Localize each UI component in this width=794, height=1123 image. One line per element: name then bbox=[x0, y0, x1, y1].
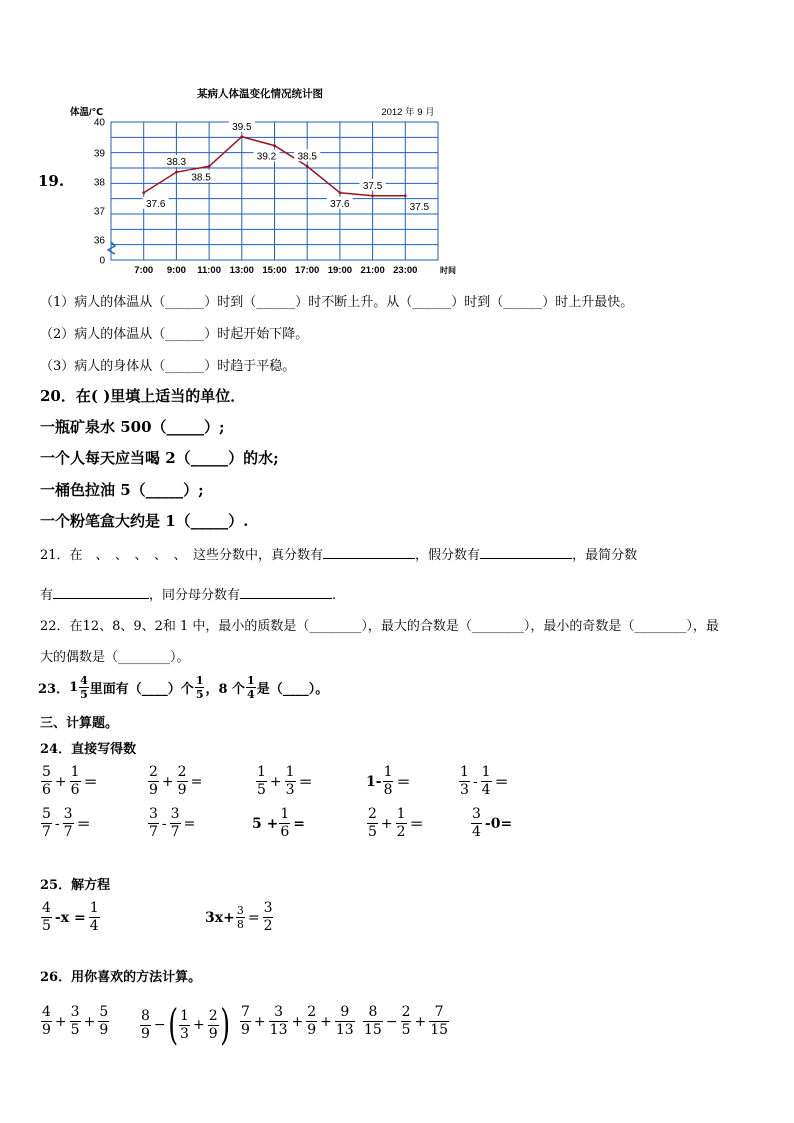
q21-blank-same-denominator[interactable] bbox=[240, 598, 332, 599]
q24-r1-e1: $\frac{5}{6}$ + $\frac{1}{6}$ ＝ bbox=[42, 764, 98, 798]
q25-equation-1: $\frac{4}{5}$ -x = $\frac{1}{4}$ bbox=[42, 900, 99, 934]
x-tick-label: 7:00 bbox=[134, 265, 154, 276]
q24-title: 24．直接写得数 bbox=[40, 742, 137, 757]
temperature-point bbox=[371, 194, 374, 197]
y-tick-label: 40 bbox=[93, 117, 105, 129]
data-label: 37.6 bbox=[145, 198, 166, 210]
q23-fraction-1: $\frac{1}{5}$ bbox=[195, 674, 204, 701]
q21-text-a: 21．在 、 、 、 、 、 这些分数中，真分数有 bbox=[40, 548, 324, 563]
x-tick-label: 23:00 bbox=[393, 265, 418, 276]
q21-text-b: ，假分数有 bbox=[415, 548, 481, 563]
data-label: 37.6 bbox=[330, 198, 350, 210]
q24-r1-e4: 1- $\frac{1}{8}$ ＝ bbox=[366, 764, 411, 798]
temperature-chart bbox=[60, 82, 460, 280]
q20-line-4: 一个粉笔盒大约是 1（_____）. bbox=[40, 512, 249, 530]
y-tick-label: 0 bbox=[99, 255, 105, 267]
q20-line-3: 一桶色拉油 5（_____）; bbox=[40, 481, 204, 499]
chart-y-label: 体温/℃ bbox=[70, 107, 104, 118]
q26-expr-4: $\frac{8}{15}$ − $\frac{2}{5}$ + $\frac{7}{15}$ bbox=[364, 1004, 449, 1038]
temperature-point bbox=[208, 165, 211, 168]
y-tick-label: 38 bbox=[93, 177, 105, 189]
q24-r2-e2: $\frac{3}{7}$ - $\frac{3}{7}$ = bbox=[149, 806, 196, 840]
q21-text-f: . bbox=[332, 588, 337, 603]
data-label: 38.3 bbox=[166, 157, 187, 169]
q21-line-1 bbox=[40, 544, 637, 563]
temperature-point bbox=[142, 191, 145, 194]
x-tick-label: 13:00 bbox=[229, 265, 254, 276]
data-label: 38.5 bbox=[191, 172, 211, 184]
q23-text-3: 是（____）。 bbox=[256, 682, 329, 697]
q24-r1-e2: $\frac{2}{9}$ + $\frac{2}{9}$ = bbox=[149, 764, 203, 798]
q19-number: 19. bbox=[38, 172, 65, 190]
chart-subtitle: 2012 年 9 月 bbox=[381, 107, 435, 118]
q23-fraction-2: $\frac{1}{4}$ bbox=[247, 674, 255, 701]
q24-r2-e3: 5 + $\frac{1}{6}$ = bbox=[252, 806, 306, 840]
q24-r1-e5: $\frac{1}{3}$ - $\frac{1}{4}$ ＝ bbox=[460, 764, 509, 798]
temperature-point bbox=[175, 171, 178, 174]
data-label: 37.5 bbox=[409, 201, 430, 213]
temperature-point bbox=[306, 165, 309, 168]
x-tick-label: 9:00 bbox=[166, 265, 186, 276]
q25-title: 25．解方程 bbox=[40, 878, 111, 893]
q25-equation-2: 3x+ $\frac{3}{8}$ = $\frac{3}{2}$ bbox=[205, 900, 273, 934]
q22-line-1: 22．在12、8、9、2和 1 中，最小的质数是（________），最大的合数是（________），最小的奇数是（________），最 bbox=[40, 619, 719, 634]
y-tick-label: 37 bbox=[93, 206, 105, 218]
q23-mixed-number: 1 $\frac{4}{5}$ bbox=[69, 674, 88, 701]
q19-item-1: （1）病人的体温从（______）时到（______）时不断上升。从（______）时到（______）时上升最快。 bbox=[40, 295, 634, 310]
data-label: 37.5 bbox=[362, 180, 383, 192]
q21-blank-simplest[interactable] bbox=[53, 598, 149, 599]
chart-x-label: 时间 bbox=[440, 266, 456, 275]
y-tick-label: 39 bbox=[93, 148, 105, 160]
q23-prefix: 23． bbox=[38, 682, 70, 697]
q26-expr-1: $\frac{4}{9}$ + $\frac{3}{5}$ + $\frac{5}{9}$ bbox=[42, 1004, 109, 1038]
y-tick-label: 36 bbox=[93, 235, 105, 247]
temperature-point bbox=[404, 194, 407, 197]
q19-item-2: （2）病人的体温从（______）时起开始下降。 bbox=[40, 327, 309, 342]
temperature-point bbox=[240, 135, 243, 138]
q23-text-1: 里面有（____）个 bbox=[89, 682, 194, 697]
q19-item-3: （3）病人的身体从（______）时趋于平稳。 bbox=[40, 359, 296, 374]
q20-line-1: 一瓶矿泉水 500（_____）; bbox=[40, 418, 225, 436]
x-tick-label: 11:00 bbox=[197, 265, 221, 276]
data-label: 39.5 bbox=[232, 121, 252, 133]
q24-r2-e1: $\frac{5}{7}$ - $\frac{3}{7}$ ＝ bbox=[42, 806, 91, 840]
q21-blank-proper[interactable] bbox=[323, 558, 415, 559]
q24-r2-e5: $\frac{3}{4}$ -0= bbox=[472, 806, 513, 840]
x-tick-label: 17:00 bbox=[295, 265, 320, 276]
x-tick-label: 19:00 bbox=[327, 265, 353, 276]
q24-r1-e3: $\frac{1}{5}$ + $\frac{1}{3}$ ＝ bbox=[257, 764, 313, 798]
temperature-point bbox=[339, 191, 342, 194]
q21-text-e: ，同分母分数有 bbox=[149, 588, 241, 603]
q20-line-2: 一个人每天应当喝 2（_____）的水; bbox=[40, 449, 279, 467]
x-tick-label: 21:00 bbox=[360, 265, 385, 276]
q21-blank-improper[interactable] bbox=[480, 558, 572, 559]
chart-title: 某病人体温变化情况统计图 bbox=[197, 88, 323, 100]
temperature-point bbox=[273, 144, 276, 147]
data-label: 38.5 bbox=[297, 151, 317, 163]
x-tick-label: 15:00 bbox=[262, 265, 287, 276]
q23-text-2: ，8 个 bbox=[205, 682, 246, 697]
q26-expr-2: $\frac{8}{9}$ − ( $\frac{1}{3}$ + $\frac{2}{9}$ ) bbox=[141, 1000, 230, 1049]
q23 bbox=[38, 674, 328, 701]
q22-line-2: 大的偶数是（________）。 bbox=[40, 650, 190, 665]
q21-text-c: ，最简分数 bbox=[572, 548, 638, 563]
data-label: 39.2 bbox=[256, 151, 277, 163]
q24-r2-e4: $\frac{2}{5}$ + $\frac{1}{2}$ ＝ bbox=[368, 806, 424, 840]
section-3-heading: 三、计算题。 bbox=[40, 716, 119, 731]
q21-line-2 bbox=[40, 584, 336, 603]
q21-text-d: 有 bbox=[40, 588, 54, 603]
q20-title: 20．在( )里填上适当的单位． bbox=[40, 387, 246, 405]
q26-title: 26．用你喜欢的方法计算。 bbox=[40, 970, 202, 985]
q26-expr-3: $\frac{7}{9}$ + $\frac{3}{13}$ + $\frac{2}{9}$ + $\frac{9}{13}$ bbox=[241, 1004, 354, 1038]
